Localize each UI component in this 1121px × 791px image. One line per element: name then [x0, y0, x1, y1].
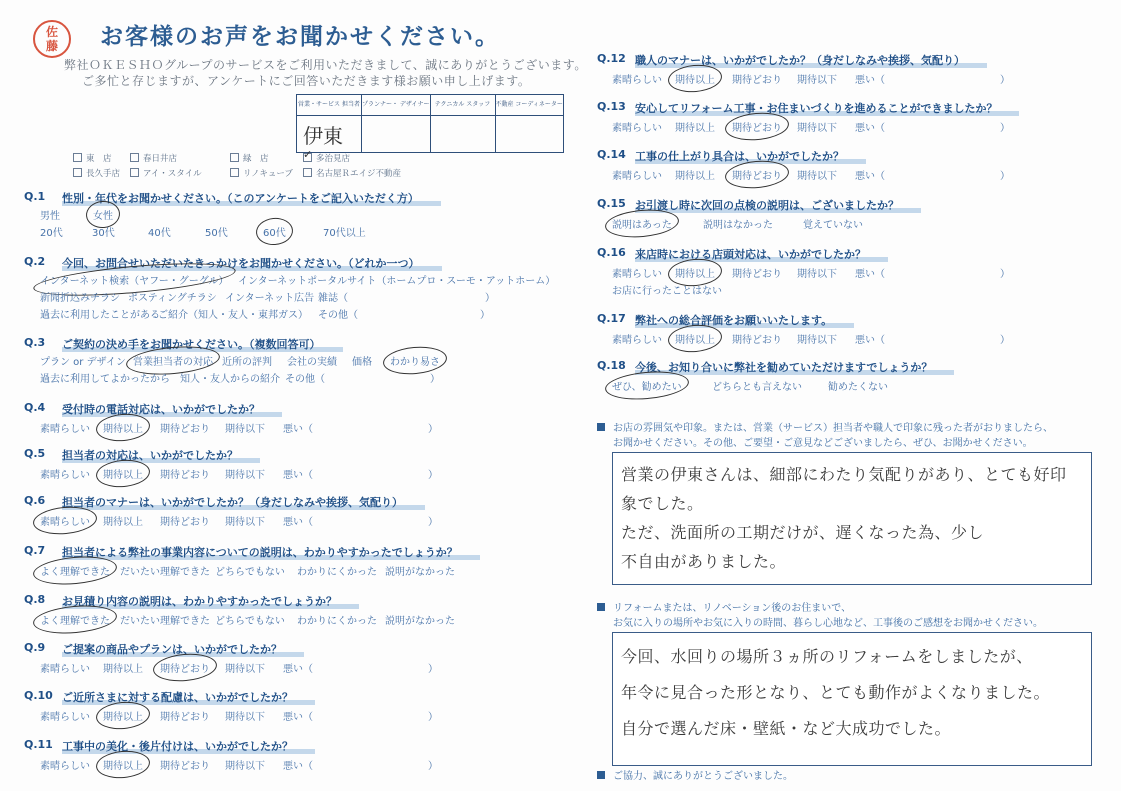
staff-header-technical: テクニカル スタッフ	[430, 95, 495, 116]
answer-option[interactable]: 期待どおり	[732, 75, 782, 86]
answer-option[interactable]: インターネットポータルサイト（ホームプロ・スーモ・アットホーム）	[238, 276, 556, 287]
answer-option[interactable]: 覚えていない	[803, 220, 863, 231]
answer-close-paren: ）	[480, 310, 490, 321]
answer-option-selected[interactable]: 説明はあった	[612, 216, 672, 231]
answer-option[interactable]: 男性	[40, 211, 60, 222]
question-number: Q.10	[24, 689, 53, 702]
answer-option[interactable]: 価格	[352, 357, 372, 368]
answer-option[interactable]: 知人・友人からの紹介	[180, 374, 280, 385]
store-label: 多治見店	[316, 154, 351, 164]
question-text: 工事の仕上がり具合は、いかがでしたか？	[635, 148, 866, 164]
answer-close-paren: ）	[428, 712, 438, 723]
store-option[interactable]	[73, 152, 112, 164]
answer-close-paren: ）	[428, 761, 438, 772]
answer-option-selected[interactable]: 期待どおり	[160, 660, 210, 675]
answer-option[interactable]: その他（	[318, 310, 358, 321]
question-text: 来店時における店頭対応は、いかがでしたか？	[635, 246, 888, 262]
question-text: ご提案の商品やプランは、いかがでしたか？	[62, 641, 304, 657]
store-label: 緑 店	[243, 154, 269, 164]
answer-option[interactable]: 悪い（	[283, 664, 313, 675]
store-option[interactable]	[73, 167, 120, 179]
answer-option[interactable]: インターネット広告	[225, 293, 315, 304]
question-number: Q.14	[597, 148, 626, 161]
answer-option[interactable]: 期待以下	[225, 470, 265, 481]
answer-close-paren: ）	[428, 424, 438, 435]
answer-close-paren: ）	[428, 517, 438, 528]
staff-table	[296, 94, 564, 153]
staff-value-planner[interactable]	[362, 116, 431, 153]
question-number: Q.4	[24, 401, 46, 414]
answer-option[interactable]: どちらでもない	[215, 567, 285, 578]
answer-option[interactable]: わかりにくかった	[297, 567, 377, 578]
question-number: Q.15	[597, 197, 626, 210]
store-label: アイ・スタイル	[143, 169, 202, 179]
answer-option[interactable]: 素晴らしい	[612, 171, 662, 182]
question-number: Q.3	[24, 336, 46, 349]
answer-option[interactable]: 悪い（	[855, 123, 885, 134]
checkbox-icon[interactable]	[230, 168, 239, 177]
answer-option[interactable]: 悪い（	[855, 269, 885, 280]
answer-option-selected[interactable]: 期待どおり	[732, 119, 782, 134]
page-title: お客様のお声をお聞かせください。	[100, 24, 500, 50]
answer-option[interactable]: 期待どおり	[732, 335, 782, 346]
answer-option[interactable]: 期待以上	[103, 664, 143, 675]
answer-close-paren: ）	[1000, 269, 1010, 280]
answer-option[interactable]: 期待どおり	[160, 712, 210, 723]
answer-option[interactable]: 素晴らしい	[40, 761, 90, 772]
answer-option[interactable]: 雑誌（	[318, 293, 348, 304]
answer-option[interactable]: お店に行ったことはない	[612, 286, 722, 297]
comment-box-1[interactable]: 営業の伊東さんは、細部にわたり気配りがあり、とても好印 象でした。 ただ、洗面所の工期だけが、遅くなった為、少し 不自由がありました。	[612, 452, 1092, 585]
store-label: 東 店	[86, 154, 112, 164]
answer-close-paren: ）	[428, 470, 438, 481]
answer-option[interactable]: 素晴らしい	[612, 335, 662, 346]
question-text: 工事中の美化・後片付けは、いかがでしたか？	[62, 738, 315, 754]
answer-option[interactable]: ご紹介（知人・友人・東邦ガス）	[158, 310, 308, 321]
answer-option[interactable]: 悪い（	[855, 171, 885, 182]
answer-option[interactable]: 悪い（	[855, 75, 885, 86]
question-text: お見積り内容の説明は、わかりやすかったでしょうか？	[62, 593, 359, 609]
question-number: Q.2	[24, 255, 46, 268]
answer-option[interactable]: 期待どおり	[160, 470, 210, 481]
store-option[interactable]	[303, 167, 401, 179]
answer-option-selected[interactable]: インターネット検索（ヤフー・グーグル）	[40, 272, 229, 287]
answer-option[interactable]: 期待以下	[797, 75, 837, 86]
answer-option[interactable]: 期待以下	[797, 269, 837, 280]
answer-option[interactable]: 70代以上	[323, 228, 366, 239]
store-label: 名古屋Ｒエイジ不動産	[316, 169, 402, 179]
checkbox-icon[interactable]	[73, 168, 82, 177]
answer-option[interactable]: 期待以下	[225, 424, 265, 435]
answer-option[interactable]: 素晴らしい	[40, 470, 90, 481]
answer-option[interactable]: 期待以下	[225, 664, 265, 675]
answer-option-selected[interactable]: ぜひ、勧めたい	[612, 378, 682, 393]
answer-option[interactable]: 期待どおり	[160, 517, 210, 528]
answer-option[interactable]: 期待どおり	[160, 424, 210, 435]
answer-option[interactable]: 新聞折込みチラシ	[40, 293, 120, 304]
answer-option-selected[interactable]: 期待以上	[675, 265, 715, 280]
answer-option-selected[interactable]: 期待以上	[675, 331, 715, 346]
staff-header-planner: プランナー・ デザイナー	[362, 95, 431, 116]
answer-option[interactable]: 説明はなかった	[703, 220, 773, 231]
staff-header-sales: 営業・サービス 担当者	[297, 95, 362, 116]
answer-option[interactable]: 説明がなかった	[385, 567, 455, 578]
answer-option-selected[interactable]: 女性	[93, 207, 113, 222]
answer-option-selected[interactable]: わかり易さ	[390, 353, 440, 368]
question-text: 担当者による弊社の事業内容についての説明は、わかりやすかったでしょうか？	[62, 544, 480, 560]
bullet-square-icon	[597, 771, 605, 779]
comment-prompt-1: お店の雰囲気や印象。または、営業（サービス）担当者や職人で印象に残った者がおりましたら、 お聞かせください。その他、ご要望・ご意見などございましたら、ぜひ、お聞かせください。	[597, 421, 1053, 451]
answer-option[interactable]: 期待以下	[225, 761, 265, 772]
question-text: ご契約の決め手をお聞かせください。（複数回答可）	[62, 336, 343, 352]
question-number: Q.12	[597, 52, 626, 65]
answer-option[interactable]: 期待以上	[675, 123, 715, 134]
answer-option[interactable]: その他（	[285, 374, 325, 385]
answer-option[interactable]: 30代	[92, 228, 115, 239]
checkbox-icon[interactable]	[303, 153, 312, 162]
comment-prompt-2: リフォームまたは、リノベーション後のお住まいで、 お気に入りの場所やお気に入りの時間、暮らし心地など、工事後のご感想をお聞かせください。	[597, 601, 1043, 631]
answer-option-selected[interactable]: よく理解できた	[40, 612, 110, 627]
store-option[interactable]	[230, 167, 293, 179]
answer-option[interactable]: 悪い（	[283, 424, 313, 435]
answer-option-selected[interactable]: 営業担当者の対応	[133, 353, 213, 368]
answer-option[interactable]: だいたい理解できた	[120, 616, 210, 627]
answer-option[interactable]: 40代	[148, 228, 171, 239]
intro-line-1: 弊社ＯＫＥＳＨＯグループのサービスをご利用いただきまして、誠にありがとうございます。	[64, 58, 587, 72]
answer-option[interactable]: 期待どおり	[160, 761, 210, 772]
staff-header-realestate: 不動産 コーディネーター	[495, 95, 563, 116]
question-text: 担当者の対応は、いかがでしたか？	[62, 447, 260, 463]
question-number: Q.18	[597, 359, 626, 372]
thanks-note: ご協力、誠にありがとうございました。	[597, 769, 793, 784]
answer-option[interactable]: 50代	[205, 228, 228, 239]
answer-option[interactable]: プラン or デザイン	[40, 357, 126, 368]
answer-option[interactable]: 悪い（	[283, 712, 313, 723]
question-number: Q.11	[24, 738, 53, 751]
question-text: 今後、お知り合いに弊社を勧めていただけますでしょうか？	[635, 359, 954, 375]
answer-option[interactable]: 素晴らしい	[612, 123, 662, 134]
answer-option[interactable]: どちらでもない	[215, 616, 285, 627]
question-number: Q.16	[597, 246, 626, 259]
answer-option[interactable]: 悪い（	[283, 470, 313, 481]
answer-close-paren: ）	[485, 293, 495, 304]
answer-option[interactable]: 期待どおり	[732, 269, 782, 280]
answer-option-selected[interactable]: 60代	[263, 224, 286, 239]
answer-option[interactable]: 期待以下	[225, 712, 265, 723]
answer-option[interactable]: 期待以上	[103, 517, 143, 528]
answer-option[interactable]: 悪い（	[283, 761, 313, 772]
answer-option-selected[interactable]: 素晴らしい	[40, 513, 90, 528]
answer-option[interactable]: 素晴らしい	[612, 75, 662, 86]
question-text: 受付時の電話対応は、いかがでしたか？	[62, 401, 282, 417]
checkbox-icon[interactable]	[303, 168, 312, 177]
store-option[interactable]	[303, 152, 350, 164]
answer-close-paren: ）	[1000, 335, 1010, 346]
answer-close-paren: ）	[1000, 123, 1010, 134]
answer-option[interactable]: 期待以下	[797, 123, 837, 134]
answer-option[interactable]: 過去に利用したことがある	[40, 310, 160, 321]
answer-option[interactable]: わかりにくかった	[297, 616, 377, 627]
answer-option[interactable]: 近所の評判	[222, 357, 272, 368]
question-text: 安心してリフォーム工事・お住まいづくりを進めることができましたか？	[635, 100, 1019, 116]
checkbox-icon[interactable]	[130, 153, 139, 162]
answer-option[interactable]: 悪い（	[855, 335, 885, 346]
comment-box-2[interactable]: 今回、水回りの場所３ヵ所のリフォームをしましたが、 年令に見合った形となり、とても動作がよくなりました。 自分で選んだ床・壁紙・など大成功でした。	[612, 632, 1092, 766]
answer-option-selected[interactable]: 期待以上	[103, 466, 143, 481]
answer-option[interactable]: 期待以下	[797, 171, 837, 182]
answer-option[interactable]: 素晴らしい	[612, 269, 662, 280]
question-text: 今回、お問合せいただいたきっかけをお聞かせください。（どれか一つ）	[62, 255, 442, 271]
store-label: 長久手店	[86, 169, 121, 179]
bullet-square-icon	[597, 423, 605, 431]
store-label: リノキューブ	[243, 169, 293, 179]
staff-value-sales[interactable]: 伊東	[297, 116, 362, 153]
question-number: Q.7	[24, 544, 46, 557]
question-number: Q.17	[597, 312, 626, 325]
answer-option[interactable]: どちらとも言えない	[712, 382, 802, 393]
answer-close-paren: ）	[1000, 171, 1010, 182]
question-number: Q.13	[597, 100, 626, 113]
checkbox-icon[interactable]	[230, 153, 239, 162]
question-number: Q.8	[24, 593, 46, 606]
answer-option[interactable]: 勧めたくない	[828, 382, 888, 393]
staff-value-technical[interactable]	[430, 116, 495, 153]
answer-option-selected[interactable]: 期待どおり	[732, 167, 782, 182]
answer-option-selected[interactable]: 期待以上	[103, 757, 143, 772]
answer-option-selected[interactable]: 期待以上	[103, 420, 143, 435]
checkbox-icon[interactable]	[130, 168, 139, 177]
question-number: Q.1	[24, 190, 46, 203]
question-text: 担当者のマナーは、いかがでしたか？（身だしなみや挨拶、気配り）	[62, 494, 425, 510]
answer-option[interactable]: 期待以下	[225, 517, 265, 528]
question-text: 弊社への総合評価をお願いいたします。	[635, 312, 854, 328]
answer-option[interactable]: 過去に利用してよかったから	[40, 374, 170, 385]
answer-option[interactable]: だいたい理解できた	[120, 567, 210, 578]
intro-line-2: ご多忙と存じますが、アンケートにご回答いただきます様お願い申し上げます。	[82, 74, 531, 88]
bullet-square-icon	[597, 603, 605, 611]
answer-option-selected[interactable]: よく理解できた	[40, 563, 110, 578]
checkbox-icon[interactable]	[73, 153, 82, 162]
question-number: Q.6	[24, 494, 46, 507]
answer-option-selected[interactable]: 期待以上	[103, 708, 143, 723]
store-option[interactable]	[130, 152, 177, 164]
answer-option[interactable]: 素晴らしい	[40, 664, 90, 675]
seal-stamp: 佐 藤	[33, 20, 71, 58]
answer-option[interactable]: 期待以上	[675, 171, 715, 182]
question-text: 職人のマナーは、いかがでしたか？（身だしなみや挨拶、気配り）	[635, 52, 987, 68]
answer-option[interactable]: 悪い（	[283, 517, 313, 528]
answer-option-selected[interactable]: 期待以上	[675, 71, 715, 86]
question-number: Q.5	[24, 447, 46, 460]
answer-option[interactable]: 期待以下	[797, 335, 837, 346]
store-option[interactable]	[230, 152, 269, 164]
question-text: お引渡し時に次回の点検の説明は、ございましたか？	[635, 197, 921, 213]
answer-option[interactable]: ポスティングチラシ	[128, 293, 217, 304]
store-option[interactable]	[130, 167, 202, 179]
answer-option[interactable]: 素晴らしい	[40, 424, 90, 435]
answer-close-paren: ）	[428, 664, 438, 675]
answer-option[interactable]: 説明がなかった	[385, 616, 455, 627]
answer-option[interactable]: 20代	[40, 228, 63, 239]
staff-value-realestate[interactable]	[495, 116, 563, 153]
answer-option[interactable]: 素晴らしい	[40, 712, 90, 723]
answer-close-paren: ）	[1000, 75, 1010, 86]
question-number: Q.9	[24, 641, 46, 654]
question-text: ご近所さまに対する配慮は、いかがでしたか？	[62, 689, 315, 705]
answer-close-paren: ）	[430, 374, 440, 385]
answer-option[interactable]: 会社の実績	[287, 357, 337, 368]
question-text: 性別・年代をお聞かせください。（このアンケートをご記入いただく方）	[62, 190, 441, 206]
store-label: 春日井店	[143, 154, 178, 164]
